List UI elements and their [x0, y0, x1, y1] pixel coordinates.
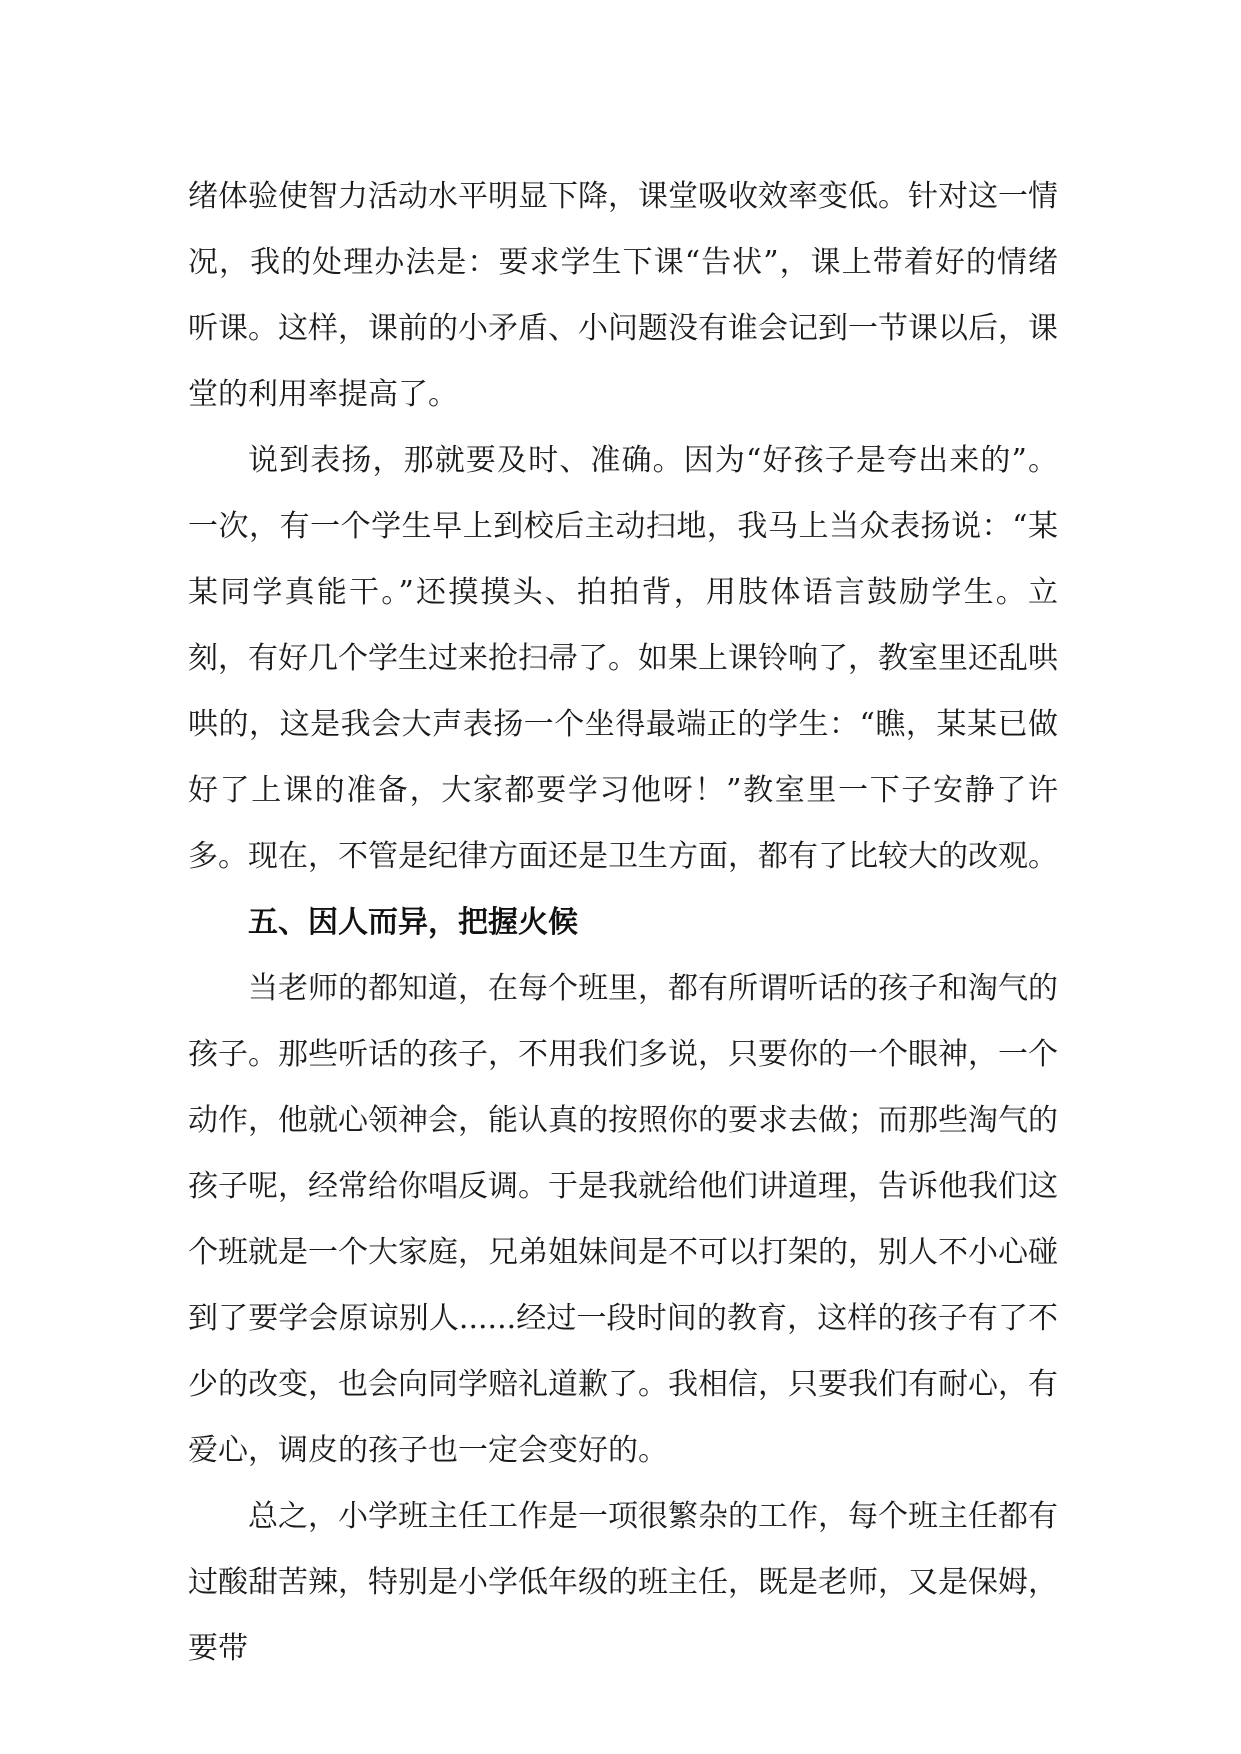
paragraph-individual-differences: 当老师的都知道，在每个班里，都有所谓听话的孩子和淘气的孩子。那些听话的孩子，不用我们多说，只要你的一个眼神，一个动作，他就心领神会，能认真的按照你的要求去做；而那些淘气的孩子呢，经常给你唱反调。于是我就给他们讲道理，告诉他我们这个班就是一个大家庭，兄弟姐妹间是不可以打架的，别人不小心碰到了要学会原谅别人......经过一段时间的教育，这样的孩子有了不少的改变，也会向同学赔礼道歉了。我相信，只要我们有耐心，有爱心，调皮的孩子也一定会变好的。: [188, 971, 1058, 1468]
paragraph-praise: 说到表扬，那就要及时、准确。因为“好孩子是夸出来的”。一次，有一个学生早上到校后主动扫地，我马上当众表扬说：“某某同学真能干。”还摸摸头、拍拍背，用肢体语言鼓励学生。立刻，有好几个学生过来抢扫帚了。如果上课铃响了，教室里还乱哄哄的，这是我会大声表扬一个坐得最端正的学生：“瞧，某某已做好了上课的准备，大家都要学习他呀！”教室里一下子安静了许多。现在，不管是纪律方面还是卫生方面，都有了比较大的改观。: [188, 443, 1058, 874]
section-heading-five: 五、因人而异，把握火候: [248, 905, 578, 940]
paragraph-continuation: 绪体验使智力活动水平明显下降，课堂吸收效率变低。针对这一情况，我的处理办法是：要求学生下课“告状”，课上带着好的情绪听课。这样，课前的小矛盾、小问题没有谁会记到一节课以后，课堂的利用率提高了。: [188, 179, 1058, 412]
document-body: [188, 164, 1058, 1682]
paragraph-conclusion: 总之，小学班主任工作是一项很繁杂的工作，每个班主任都有过酸甜苦辣，特别是小学低年级的班主任，既是老师，又是保姆，要带: [188, 1499, 1058, 1666]
